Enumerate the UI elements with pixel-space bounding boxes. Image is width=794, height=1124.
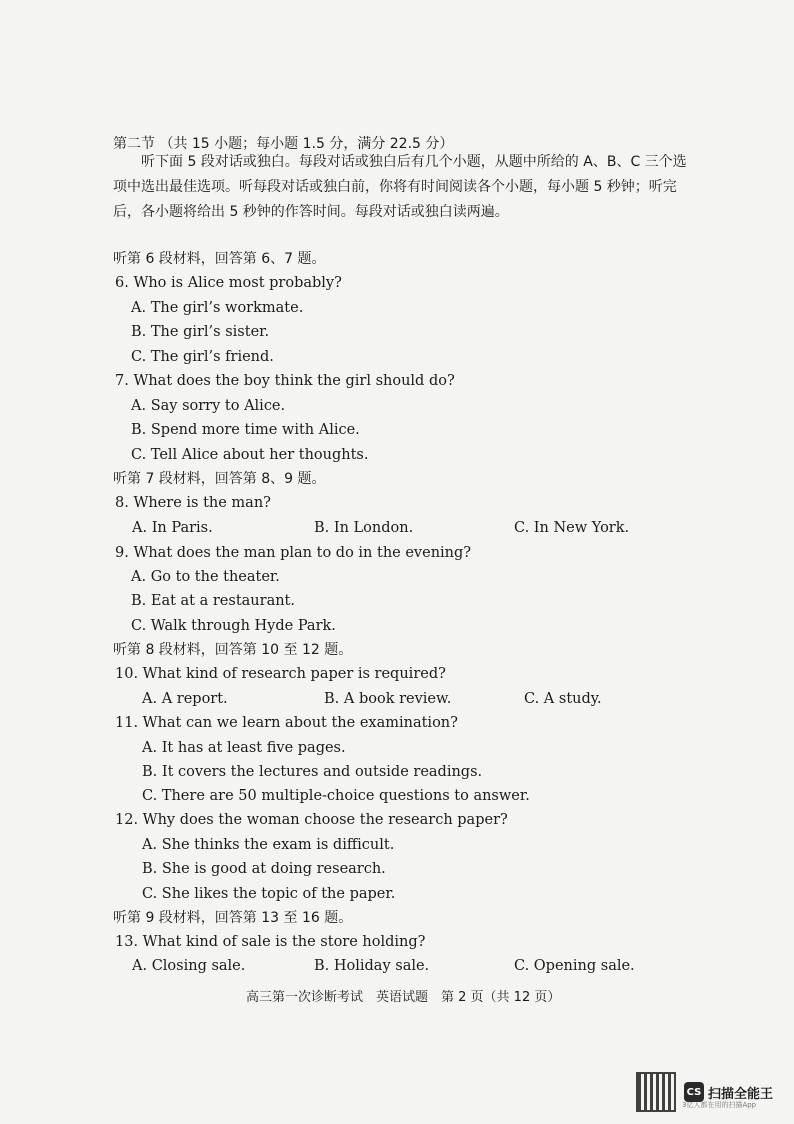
- answer-option: B. Spend more time with Alice.: [131, 422, 360, 438]
- option-a: A. Closing sale.: [132, 958, 246, 974]
- answer-option: B. The girl’s sister.: [131, 324, 270, 340]
- answer-option: A. The girl’s workmate.: [131, 300, 304, 316]
- option-b: B. A book review.: [324, 691, 452, 707]
- option-c: C. In New York.: [514, 520, 630, 536]
- listening-instruction: 听第 7 段材料，回答第 8、9 题。: [113, 471, 326, 487]
- answer-option: C. She likes the topic of the paper.: [142, 886, 396, 902]
- answer-option: A. She thinks the exam is difficult.: [142, 837, 395, 853]
- answer-option: B. It covers the lectures and outside readings.: [142, 764, 483, 780]
- answer-option: B. She is good at doing research.: [142, 861, 386, 877]
- instructions: 听下面 5 段对话或独白。每段对话或独白后有几个小题，从题中所给的 A、B、C 三个选项中选出最佳选项。听每段对话或独白前，你将有时间阅读各个小题，每小题 5 秒钟；听完后，各小题将给出 5 秒钟的作答时间。每段对话或独白读两遍。: [113, 154, 687, 220]
- answer-option: C. Walk through Hyde Park.: [131, 618, 336, 634]
- qr-code-icon: [636, 1072, 676, 1112]
- answer-option: B. Eat at a restaurant.: [131, 593, 295, 609]
- scanner-tagline: 3亿人都在用的扫描App: [682, 1101, 757, 1109]
- option-c: C. A study.: [524, 691, 602, 707]
- answer-option: A. Say sorry to Alice.: [131, 398, 286, 414]
- option-c: C. Opening sale.: [514, 958, 635, 974]
- question-stem: 13. What kind of sale is the store holding?: [115, 934, 426, 950]
- listening-instruction: 听第 6 段材料，回答第 6、7 题。: [113, 251, 326, 267]
- answer-option: A. Go to the theater.: [131, 569, 280, 585]
- question-stem: 10. What kind of research paper is required?: [115, 666, 446, 682]
- answer-option: C. Tell Alice about her thoughts.: [131, 447, 369, 463]
- page-footer: 高三第一次诊断考试 英语试题 第 2 页（共 12 页）: [246, 990, 561, 1005]
- listening-instruction: 听第 9 段材料，回答第 13 至 16 题。: [113, 910, 353, 926]
- question-stem: 9. What does the man plan to do in the evening?: [115, 545, 472, 561]
- section-header: 第二节 （共 15 小题；每小题 1.5 分，满分 22.5 分）: [113, 136, 454, 152]
- question-stem: 8. Where is the man?: [115, 495, 271, 511]
- camscanner-logo-icon: CS: [684, 1082, 704, 1102]
- question-stem: 7. What does the boy think the girl should do?: [115, 373, 455, 389]
- question-stem: 12. Why does the woman choose the research paper?: [115, 812, 508, 828]
- listening-instruction: 听第 8 段材料，回答第 10 至 12 题。: [113, 642, 353, 658]
- option-b: B. In London.: [314, 520, 414, 536]
- option-b: B. Holiday sale.: [314, 958, 430, 974]
- scanner-brand: 扫描全能王: [708, 1086, 774, 1102]
- option-a: A. A report.: [142, 691, 228, 707]
- answer-option: C. There are 50 multiple-choice questions to answer.: [142, 788, 530, 804]
- answer-option: A. It has at least five pages.: [142, 740, 346, 756]
- answer-option: C. The girl’s friend.: [131, 349, 274, 365]
- question-stem: 11. What can we learn about the examination?: [115, 715, 458, 731]
- option-a: A. In Paris.: [132, 520, 213, 536]
- question-stem: 6. Who is Alice most probably?: [115, 275, 342, 291]
